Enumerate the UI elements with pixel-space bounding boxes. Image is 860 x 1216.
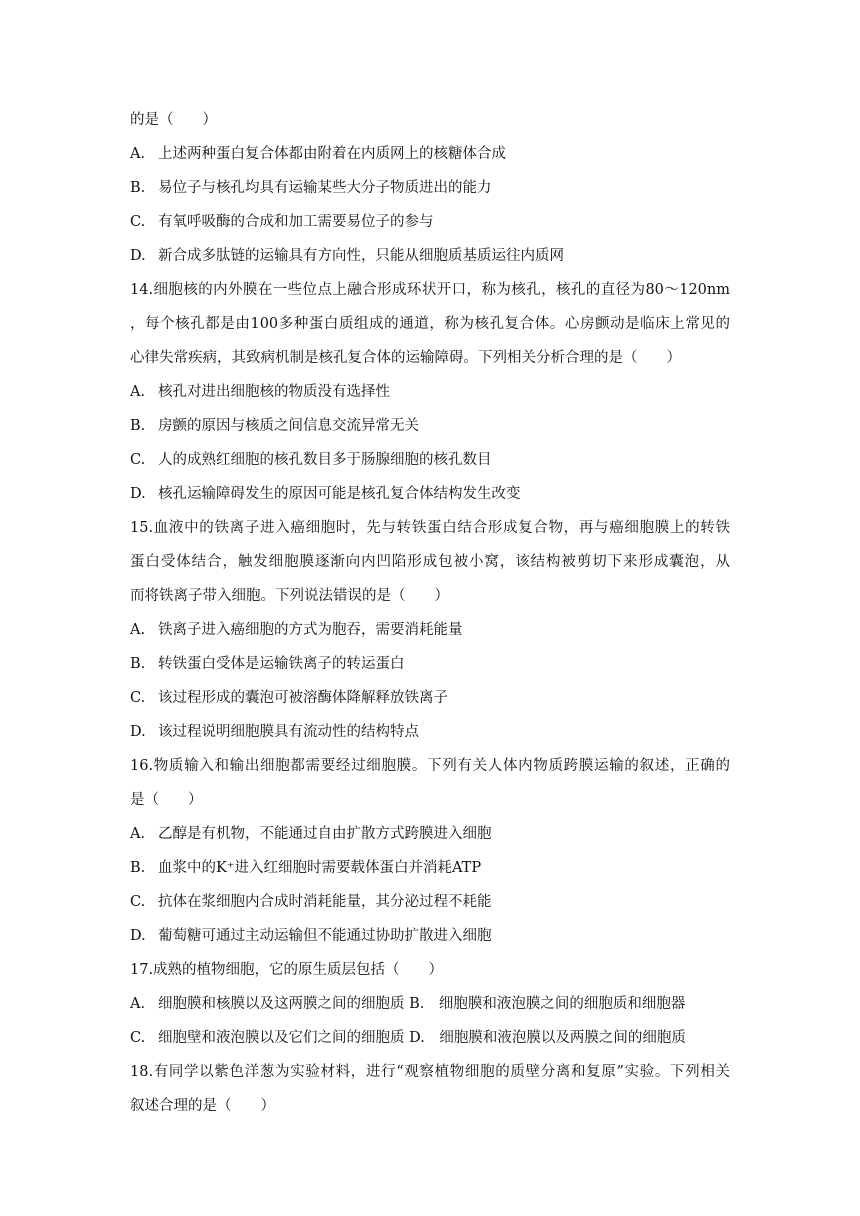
q13-option-d [130, 246, 730, 266]
option-label: C. [130, 894, 146, 910]
option-label: D. [130, 248, 146, 264]
option-label: A. [130, 826, 146, 842]
option-label: C. [130, 690, 146, 706]
option-label: A. [130, 384, 146, 400]
option-text: 新合成多肽链的运输具有方向性，只能从细胞质基质运往内质网 [158, 248, 564, 264]
option-text: 房颤的原因与核质之间信息交流异常无关 [158, 418, 419, 434]
option-text: 该过程形成的囊泡可被溶酶体降解释放铁离子 [158, 690, 448, 706]
option-text: 抗体在浆细胞内合成时消耗能量，其分泌过程不耗能 [158, 894, 492, 910]
option-text: 核孔运输障碍发生的原因可能是核孔复合体结构发生改变 [158, 486, 521, 502]
question-13-stem-tail [130, 110, 730, 130]
q13-option-a [130, 144, 730, 164]
q15-option-b [130, 654, 730, 674]
question-14-stem-line-3: 心律失常疾病，其致病机制是核孔复合体的运输障碍。下列相关分析合理的是（ ） [130, 350, 681, 366]
q17-options-c-d [130, 1028, 730, 1048]
line-text: 的是（ ） [130, 112, 217, 128]
q14-option-b [130, 416, 730, 436]
option-label: A. [130, 146, 146, 162]
option-text: 血浆中的K⁺进入红细胞时需要载体蛋白并消耗ATP [158, 860, 482, 876]
q16-option-b [130, 858, 730, 878]
option-text: 转铁蛋白受体是运输铁离子的转运蛋白 [158, 656, 405, 672]
question-15-stem-line-1: 15.血液中的铁离子进入癌细胞时，先与转铁蛋白结合形成复合物，再与癌细胞膜上的转铁 [130, 520, 730, 536]
option-text: 乙醇是有机物，不能通过自由扩散方式跨膜进入细胞 [158, 826, 492, 842]
question-15-stem-line-3: 而将铁离子带入细胞。下列说法错误的是（ ） [130, 588, 449, 604]
option-label: C. [130, 1030, 146, 1046]
q14-option-a [130, 382, 730, 402]
question-16-stem-line-2: 是（ ） [130, 792, 203, 808]
question-15-stem-line-2: 蛋白受体结合，触发细胞膜逐渐向内凹陷形成包被小窝，该结构被剪切下来形成囊泡，从 [130, 554, 730, 570]
question-14-stem-line-2: ，每个核孔都是由100多种蛋白质组成的通道，称为核孔复合体。心房颤动是临床上常见的 [130, 316, 730, 332]
q16-option-d [130, 926, 730, 946]
option-label: B. [130, 860, 146, 876]
option-label: C. [130, 452, 146, 468]
q17-options-a-b [130, 994, 730, 1014]
option-label: B. [130, 418, 146, 434]
option-label: D. [130, 486, 146, 502]
option-text: 细胞壁和液泡膜以及它们之间的细胞质 D. 细胞膜和液泡膜以及两膜之间的细胞质 [158, 1030, 686, 1046]
option-label: B. [130, 656, 146, 672]
q14-option-c [130, 450, 730, 470]
question-17-stem: 17.成熟的植物细胞，它的原生质层包括（ ） [130, 962, 444, 978]
question-14-stem-line-1: 14.细胞核的内外膜在一些位点上融合形成环状开口，称为核孔，核孔的直径为80～120nm [130, 282, 730, 298]
option-text: 铁离子进入癌细胞的方式为胞吞，需要消耗能量 [158, 622, 463, 638]
q15-option-d [130, 722, 730, 742]
q13-option-c [130, 212, 730, 232]
question-16-stem-line-1: 16.物质输入和输出细胞都需要经过细胞膜。下列有关人体内物质跨膜运输的叙述，正确的 [130, 758, 730, 774]
q13-option-b [130, 178, 730, 198]
option-text: 细胞膜和核膜以及这两膜之间的细胞质 B. 细胞膜和液泡膜之间的细胞质和细胞器 [158, 996, 686, 1012]
question-18-stem-line-1: 18.有同学以紫色洋葱为实验材料，进行“观察植物细胞的质壁分离和复原”实验。下列相关 [130, 1064, 730, 1080]
option-label: D. [130, 724, 146, 740]
option-label: D. [130, 928, 146, 944]
option-text: 上述两种蛋白复合体都由附着在内质网上的核糖体合成 [158, 146, 506, 162]
q16-option-c [130, 892, 730, 912]
q15-option-a [130, 620, 730, 640]
option-text: 葡萄糖可通过主动运输但不能通过协助扩散进入细胞 [158, 928, 492, 944]
option-label: B. [130, 180, 146, 196]
option-text: 核孔对进出细胞核的物质没有选择性 [158, 384, 390, 400]
question-18-stem-line-2: 叙述合理的是（ ） [130, 1098, 275, 1114]
option-label: A. [130, 622, 146, 638]
option-label: A. [130, 996, 146, 1012]
option-text: 有氧呼吸酶的合成和加工需要易位子的参与 [158, 214, 434, 230]
option-text: 人的成熟红细胞的核孔数目多于肠腺细胞的核孔数目 [158, 452, 492, 468]
q15-option-c [130, 688, 730, 708]
option-label: C. [130, 214, 146, 230]
q14-option-d [130, 484, 730, 504]
option-text: 该过程说明细胞膜具有流动性的结构特点 [158, 724, 419, 740]
option-text: 易位子与核孔均具有运输某些大分子物质进出的能力 [158, 180, 492, 196]
q16-option-a [130, 824, 730, 844]
